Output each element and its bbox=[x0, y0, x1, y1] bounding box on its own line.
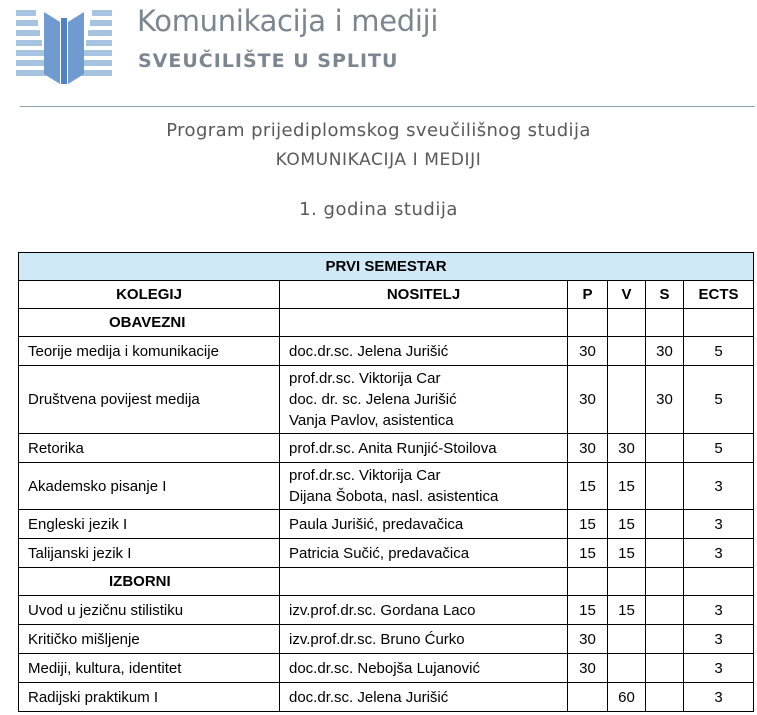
lecturer-name: doc. dr. sc. Jelena Jurišić bbox=[289, 391, 457, 408]
hours-p: 15 bbox=[568, 510, 608, 539]
university-name: SVEUČILIŠTE U SPLITU bbox=[138, 50, 399, 72]
hours-v bbox=[608, 625, 646, 654]
lecturer-name: prof.dr.sc. Anita Runjić-Stoilova bbox=[289, 439, 497, 457]
hours-ects: 3 bbox=[684, 539, 754, 568]
course-name: Akademsko pisanje I bbox=[19, 463, 280, 510]
course-name: Kritičko mišljenje bbox=[19, 625, 280, 654]
empty-cell bbox=[684, 568, 754, 596]
hours-s bbox=[646, 434, 684, 463]
course-name: Uvod u jezičnu stilistiku bbox=[19, 596, 280, 625]
course-name: Retorika bbox=[19, 434, 280, 463]
lecturer-name: doc.dr.sc. Jelena Jurišić bbox=[289, 342, 449, 360]
empty-cell bbox=[280, 568, 568, 596]
course-name: Engleski jezik I bbox=[19, 510, 280, 539]
brand-name: Komunikacija i mediji bbox=[137, 4, 439, 38]
hours-s bbox=[646, 463, 684, 510]
empty-cell bbox=[608, 309, 646, 337]
course-name: Talijanski jezik I bbox=[19, 539, 280, 568]
table-row bbox=[19, 654, 754, 683]
hours-ects: 5 bbox=[684, 366, 754, 434]
empty-cell bbox=[608, 568, 646, 596]
hours-p: 30 bbox=[568, 654, 608, 683]
course-name: Teorije medija i komunikacije bbox=[19, 337, 280, 366]
hours-s bbox=[646, 539, 684, 568]
empty-cell bbox=[684, 309, 754, 337]
group-label: OBAVEZNI bbox=[19, 309, 280, 337]
study-year: 1. godina studija bbox=[299, 199, 458, 220]
col-p: P bbox=[568, 281, 608, 309]
group-row bbox=[19, 309, 754, 337]
semester-title: PRVI SEMESTAR bbox=[19, 253, 754, 281]
hours-p: 15 bbox=[568, 463, 608, 510]
hours-v bbox=[608, 654, 646, 683]
col-v: V bbox=[608, 281, 646, 309]
hours-ects: 3 bbox=[684, 510, 754, 539]
hours-v: 15 bbox=[608, 463, 646, 510]
hours-s bbox=[646, 683, 684, 712]
hours-p: 30 bbox=[568, 337, 608, 366]
hours-p: 30 bbox=[568, 625, 608, 654]
curriculum-table bbox=[18, 252, 754, 712]
group-row bbox=[19, 568, 754, 596]
empty-cell bbox=[646, 568, 684, 596]
hours-ects: 5 bbox=[684, 337, 754, 366]
col-s: S bbox=[646, 281, 684, 309]
hours-v bbox=[608, 337, 646, 366]
lecturer-name: Vanja Pavlov, asistentica bbox=[289, 412, 454, 429]
course-name: Radijski praktikum I bbox=[19, 683, 280, 712]
lecturer-cell bbox=[280, 654, 568, 683]
empty-cell bbox=[646, 309, 684, 337]
hours-v: 15 bbox=[608, 510, 646, 539]
lecturer-name: izv.prof.dr.sc. Bruno Ćurko bbox=[289, 630, 465, 648]
lecturer-name: prof.dr.sc. Viktorija Car bbox=[289, 467, 441, 484]
hours-s bbox=[646, 625, 684, 654]
table-row bbox=[19, 366, 754, 434]
open-book-logo-icon bbox=[14, 8, 114, 86]
hours-v: 30 bbox=[608, 434, 646, 463]
lecturer-cell bbox=[280, 510, 568, 539]
group-label: IZBORNI bbox=[19, 568, 280, 596]
lecturer-name: prof.dr.sc. Viktorija Car bbox=[289, 370, 441, 387]
empty-cell bbox=[568, 568, 608, 596]
lecturer-name: Dijana Šobota, nasl. asistentica bbox=[289, 488, 499, 505]
hours-s bbox=[646, 654, 684, 683]
program-title: Program prijediplomskog sveučilišnog studija bbox=[166, 120, 591, 141]
lecturer-name: doc.dr.sc. Nebojša Lujanović bbox=[289, 659, 480, 677]
lecturer-name: Patricia Sučić, predavačica bbox=[289, 544, 470, 562]
hours-ects: 3 bbox=[684, 463, 754, 510]
lecturer-name: doc.dr.sc. Jelena Jurišić bbox=[289, 688, 449, 706]
col-course: KOLEGIJ bbox=[19, 281, 280, 309]
lecturer-cell bbox=[280, 539, 568, 568]
table-row bbox=[19, 539, 754, 568]
hours-ects: 5 bbox=[684, 434, 754, 463]
hours-ects: 3 bbox=[684, 596, 754, 625]
hours-v bbox=[608, 366, 646, 434]
semester-row bbox=[19, 253, 754, 281]
col-ects: ECTS bbox=[684, 281, 754, 309]
hours-ects: 3 bbox=[684, 654, 754, 683]
hours-p: 15 bbox=[568, 596, 608, 625]
lecturer-cell bbox=[280, 366, 568, 434]
lecturer-cell bbox=[280, 683, 568, 712]
table-row bbox=[19, 337, 754, 366]
hours-ects: 3 bbox=[684, 683, 754, 712]
table-row bbox=[19, 596, 754, 625]
lecturer-name: izv.prof.dr.sc. Gordana Laco bbox=[289, 601, 476, 619]
hours-v: 15 bbox=[608, 596, 646, 625]
hours-p bbox=[568, 683, 608, 712]
lecturer-cell bbox=[280, 434, 568, 463]
table-row bbox=[19, 683, 754, 712]
hours-s bbox=[646, 510, 684, 539]
hours-s: 30 bbox=[646, 366, 684, 434]
col-lecturer: NOSITELJ bbox=[280, 281, 568, 309]
hours-s bbox=[646, 596, 684, 625]
study-title: KOMUNIKACIJA I MEDIJI bbox=[275, 150, 482, 170]
table-row bbox=[19, 463, 754, 510]
lecturer-name: Paula Jurišić, predavačica bbox=[289, 515, 464, 533]
lecturer-cell bbox=[280, 596, 568, 625]
header-divider bbox=[20, 106, 755, 107]
hours-v: 60 bbox=[608, 683, 646, 712]
hours-p: 30 bbox=[568, 434, 608, 463]
header-row bbox=[19, 281, 754, 309]
table-row bbox=[19, 434, 754, 463]
hours-p: 30 bbox=[568, 366, 608, 434]
empty-cell bbox=[568, 309, 608, 337]
course-name: Društvena povijest medija bbox=[19, 366, 280, 434]
hours-v: 15 bbox=[608, 539, 646, 568]
hours-s: 30 bbox=[646, 337, 684, 366]
lecturer-cell bbox=[280, 337, 568, 366]
table-row bbox=[19, 625, 754, 654]
lecturer-cell bbox=[280, 625, 568, 654]
lecturer-cell bbox=[280, 463, 568, 510]
hours-p: 15 bbox=[568, 539, 608, 568]
hours-ects: 3 bbox=[684, 625, 754, 654]
table-row bbox=[19, 510, 754, 539]
empty-cell bbox=[280, 309, 568, 337]
course-name: Mediji, kultura, identitet bbox=[19, 654, 280, 683]
